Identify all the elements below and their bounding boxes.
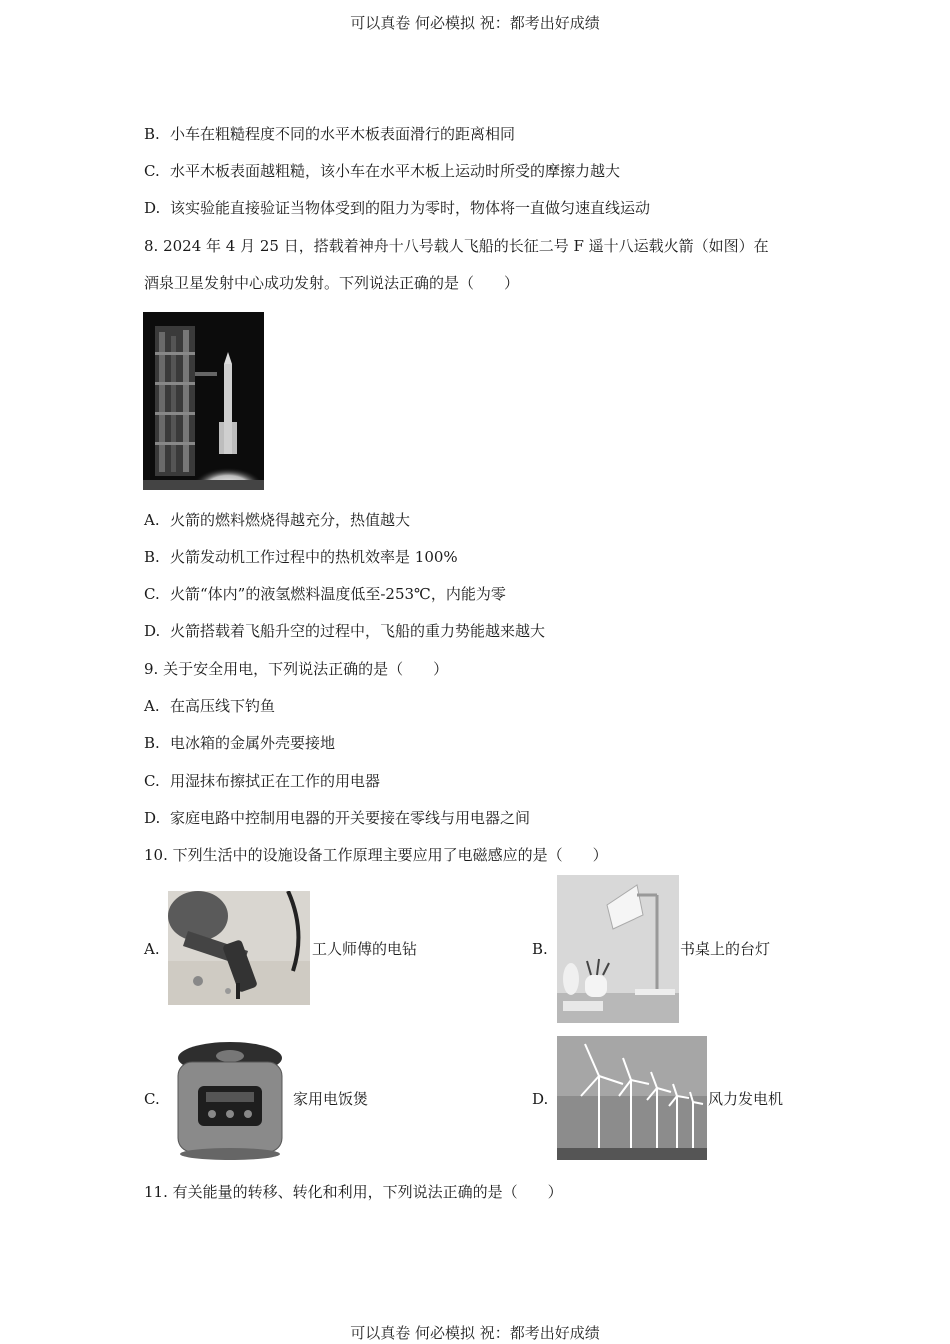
q10-stem: 10. 下列生活中的设施设备工作原理主要应用了电磁感应的是（ ） <box>144 846 608 864</box>
q10-option-a-text: 工人师傅的电钻 <box>312 940 418 958</box>
q7-option-d: D. 该实验能直接验证当物体受到的阻力为零时，物体将一直做匀速直线运动 <box>144 199 651 217</box>
page-header: 可以真卷 何必模拟 祝：都考出好成绩 <box>350 14 600 32</box>
q10-option-c-text: 家用电饭煲 <box>293 1090 369 1108</box>
q10-option-b-text: 书桌上的台灯 <box>680 940 771 958</box>
desk-lamp-image <box>557 875 679 1023</box>
q8-stem-line2: 酒泉卫星发射中心成功发射。下列说法正确的是（ ） <box>144 274 520 292</box>
q8-option-b: B. 火箭发动机工作过程中的热机效率是 100% <box>144 548 458 566</box>
electric-drill-image <box>168 891 310 1005</box>
q10-option-a-letter: A. <box>144 940 160 958</box>
wind-turbine-image <box>557 1036 707 1160</box>
rocket-launch-image <box>143 312 264 490</box>
q10-option-c-letter: C. <box>144 1090 160 1108</box>
q9-stem: 9. 关于安全用电，下列说法正确的是（ ） <box>144 660 449 678</box>
q9-option-d: D. 家庭电路中控制用电器的开关要接在零线与用电器之间 <box>144 809 531 827</box>
q7-option-c: C. 水平木板表面越粗糙，该小车在水平木板上运动时所受的摩擦力越大 <box>144 162 621 180</box>
q9-option-a: A. 在高压线下钓鱼 <box>144 697 276 715</box>
page-footer: 可以真卷 何必模拟 祝：都考出好成绩 <box>350 1324 600 1342</box>
q8-option-a: A. 火箭的燃料燃烧得越充分，热值越大 <box>144 511 411 529</box>
q10-option-d-letter: D. <box>532 1090 549 1108</box>
q10-option-b-letter: B. <box>532 940 548 958</box>
q7-option-b: B. 小车在粗糙程度不同的水平木板表面滑行的距离相同 <box>144 125 516 143</box>
q9-option-c: C. 用湿抹布擦拭正在工作的用电器 <box>144 772 381 790</box>
q10-option-d-text: 风力发电机 <box>708 1090 784 1108</box>
rice-cooker-image <box>168 1034 292 1164</box>
q8-option-c: C. 火箭“体内”的液氢燃料温度低至-253℃，内能为零 <box>144 585 506 603</box>
q8-stem-line1: 8. 2024 年 4 月 25 日，搭载着神舟十八号载人飞船的长征二号 F 遥十八运载火箭（如图）在 <box>144 237 769 255</box>
q11-stem: 11. 有关能量的转移、转化和利用，下列说法正确的是（ ） <box>144 1183 563 1201</box>
q9-option-b: B. 电冰箱的金属外壳要接地 <box>144 734 336 752</box>
q8-option-d: D. 火箭搭载着飞船升空的过程中，飞船的重力势能越来越大 <box>144 622 546 640</box>
